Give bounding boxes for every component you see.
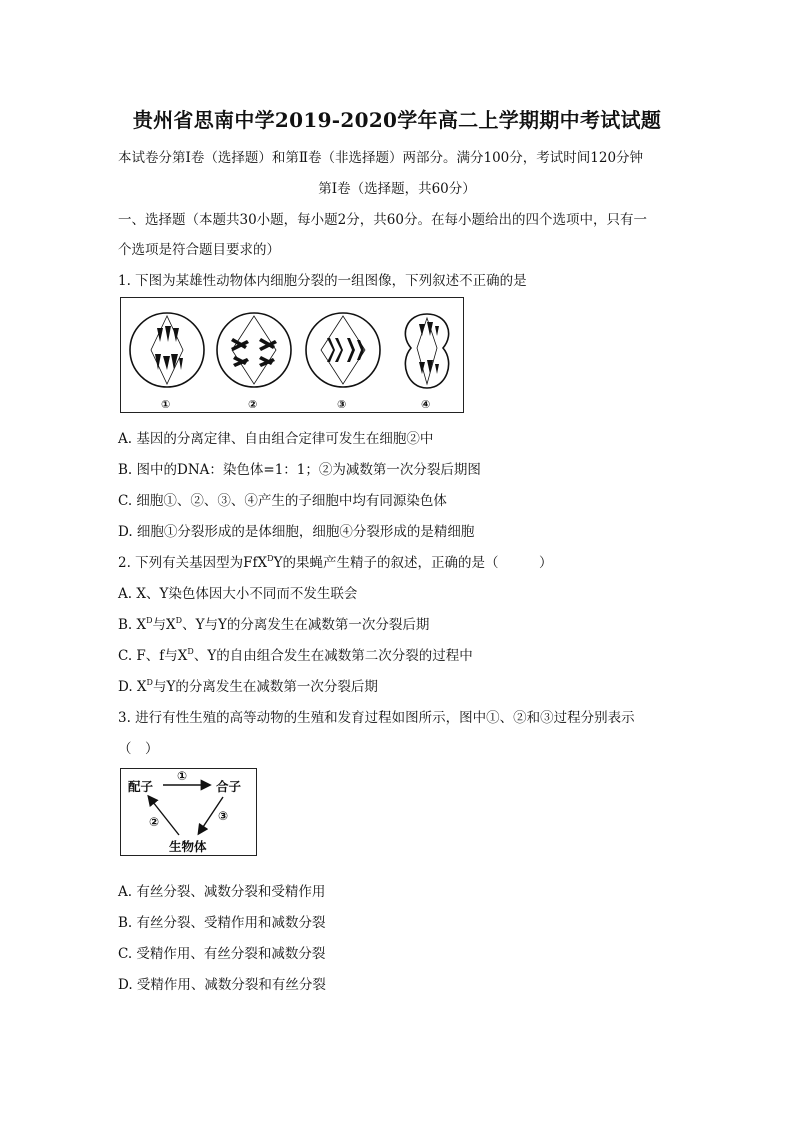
cell-division-illustration [121, 298, 465, 414]
section-instruction-line2: 个选项是符合题目要求的） [118, 242, 280, 258]
q2-stem-prefix: 2. 下列有关基因型为FfX [118, 555, 268, 571]
process-label-2: ② [149, 815, 160, 829]
cell-4-outline [405, 314, 448, 388]
q1-cell-division-figure [120, 297, 464, 413]
q2-d-part1: D. X [118, 679, 147, 695]
q2-b-part1: B. X [118, 617, 147, 633]
q3-option-b: B. 有丝分裂、受精作用和减数分裂 [118, 915, 326, 931]
q2-c-sup1: D [187, 647, 194, 656]
node-organism: 生物体 [169, 839, 207, 854]
node-zygote: 合子 [216, 779, 242, 794]
node-gamete: 配子 [128, 779, 154, 794]
q2-stem [118, 551, 553, 571]
cell-label-1: ① [161, 398, 171, 411]
q2-option-a: A. X、Y染色体因大小不同而不发生联会 [118, 586, 358, 602]
q2-b-sup2: D [175, 616, 183, 625]
part1-heading: 第Ⅰ卷（选择题，共60分） [318, 181, 476, 197]
section-instruction-line1: 一、选择题（本题共30小题，每小题2分，共60分。在每小题给出的四个选项中，只有一 [118, 212, 647, 228]
exam-intro: 本试卷分第Ⅰ卷（选择题）和第Ⅱ卷（非选择题）两部分。满分100分，考试时间120分钟 [118, 150, 644, 166]
q3-life-cycle-diagram [120, 768, 257, 856]
q2-d-sup1: D [146, 678, 153, 687]
q2-b-part2: 与X [152, 617, 176, 633]
q2-b-part3: 、Y与Y的分离发生在减数第一次分裂后期 [182, 617, 430, 633]
q2-c-part2: 、Y的自由组合发生在减数第二次分裂的过程中 [193, 648, 473, 664]
q3-option-a: A. 有丝分裂、减数分裂和受精作用 [118, 884, 326, 900]
q2-option-c [118, 644, 473, 664]
q3-stem-line2: （ ） [118, 741, 159, 757]
page-title: 贵州省思南中学2019-2020学年高二上学期期中考试试题 [132, 108, 662, 132]
q2-option-d [118, 675, 378, 695]
q2-b-sup1: D [146, 616, 153, 625]
cell-label-4: ④ [421, 398, 431, 411]
q3-option-d: D. 受精作用、减数分裂和有丝分裂 [118, 977, 326, 993]
q1-option-c: C. 细胞①、②、③、④产生的子细胞中均有同源染色体 [118, 493, 447, 509]
cell-2-outline [217, 313, 291, 387]
cell-1-outline [130, 313, 204, 387]
process-label-3: ③ [218, 809, 229, 823]
q2-stem-sup: D [267, 554, 274, 563]
cell-label-2: ② [248, 398, 258, 411]
q1-stem: 1. 下图为某雄性动物体内细胞分裂的一组图像，下列叙述不正确的是 [118, 273, 527, 289]
q3-option-c: C. 受精作用、有丝分裂和减数分裂 [118, 946, 326, 962]
q1-option-d: D. 细胞①分裂形成的是体细胞，细胞④分裂形成的是精细胞 [118, 524, 475, 540]
q1-option-a: A. 基因的分离定律、自由组合定律可发生在细胞②中 [118, 431, 434, 447]
q3-stem-line1: 3. 进行有性生殖的高等动物的生殖和发育过程如图所示，图中①、②和③过程分别表示 [118, 710, 635, 726]
q2-d-part2: 与Y的分离发生在减数第一次分裂后期 [152, 679, 378, 695]
q2-stem-suffix: Y的果蝇产生精子的叙述，正确的是（ ） [273, 555, 553, 571]
q2-c-part1: C. F、f与X [118, 648, 188, 664]
process-label-1: ① [177, 769, 188, 783]
q1-option-b: B. 图中的DNA：染色体=1：1；②为减数第一次分裂后期图 [118, 462, 481, 478]
cell-label-3: ③ [337, 398, 347, 411]
q2-option-b [118, 613, 429, 633]
